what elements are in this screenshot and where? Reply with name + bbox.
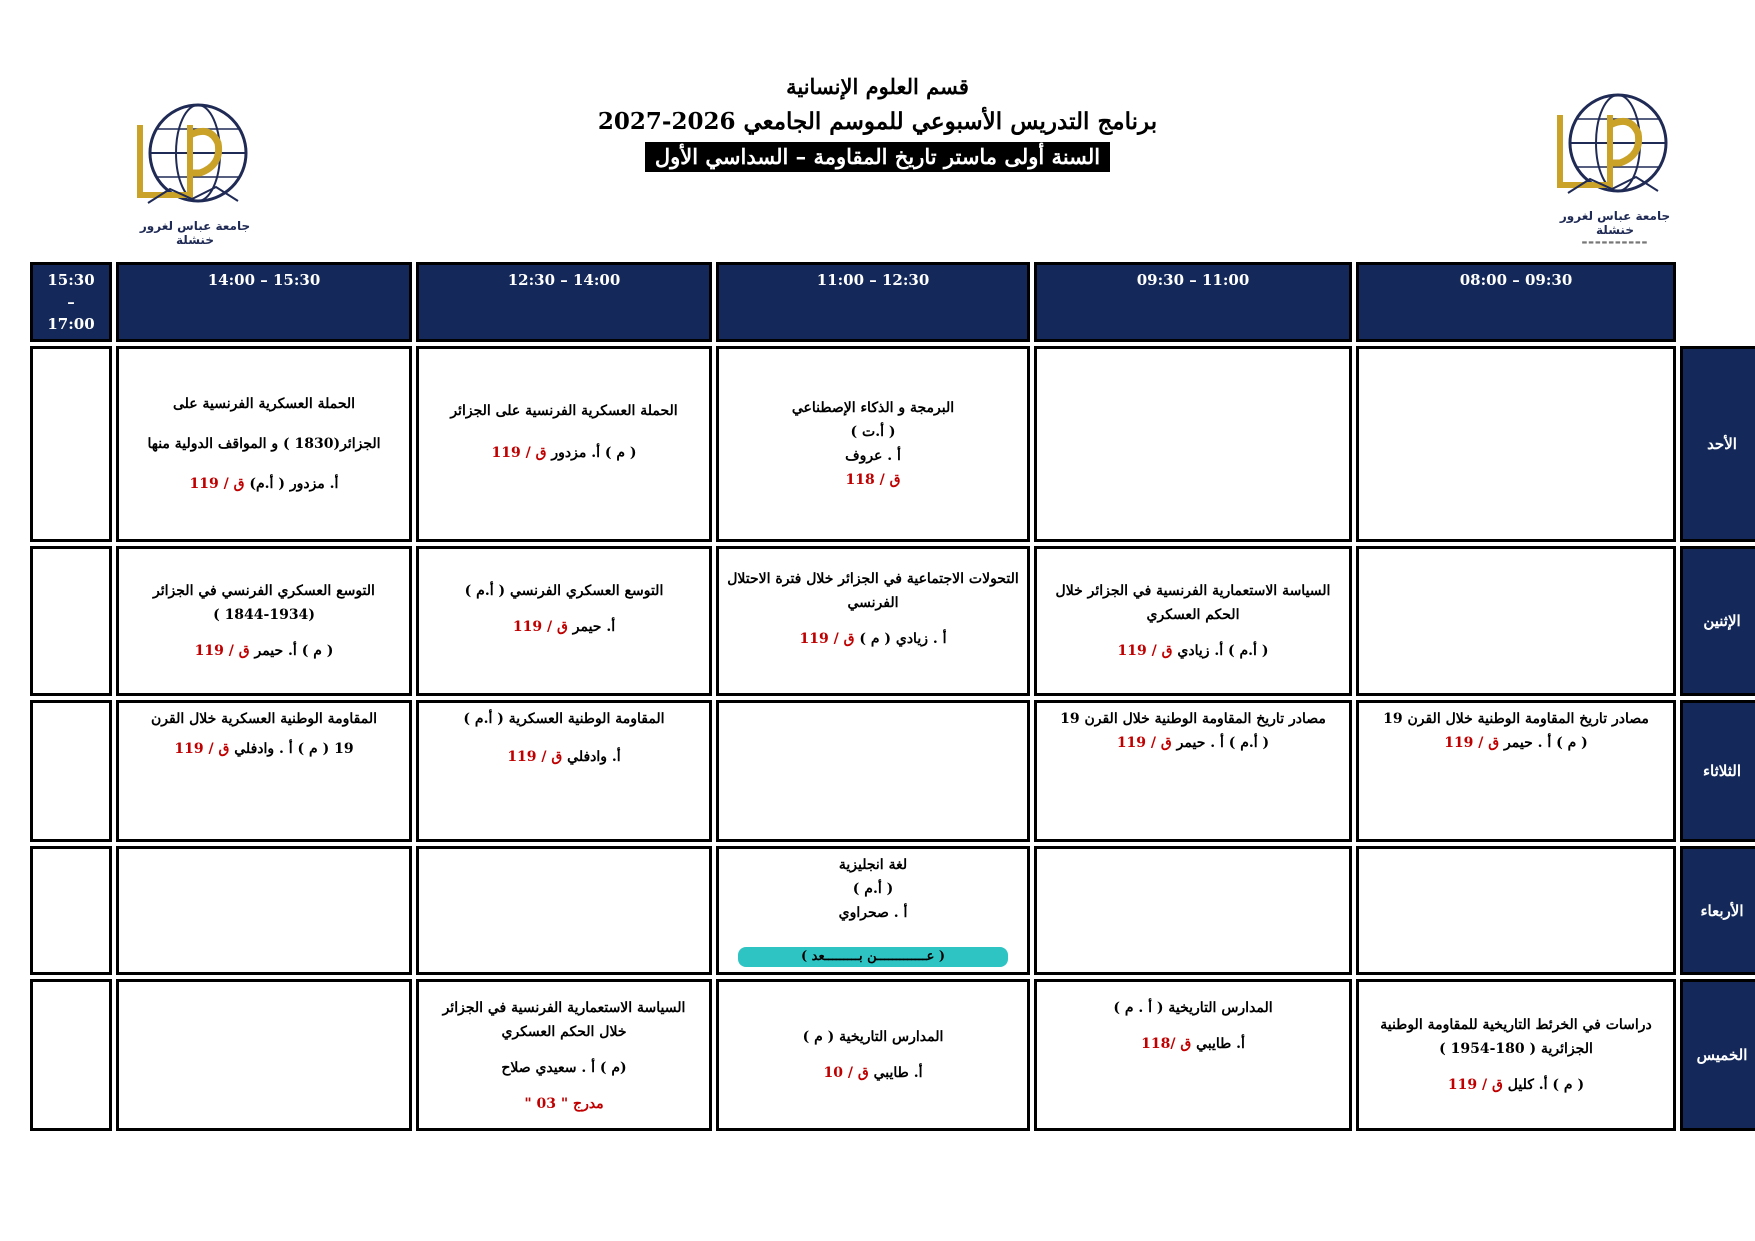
course-teacher: ( م ) أ. كليل xyxy=(1507,1077,1585,1093)
course-title: التوسع العسكري الفرنسي ( أ.م ) xyxy=(464,583,664,599)
course-title: المدارس التاريخية ( م ) xyxy=(802,1029,944,1045)
day-wednesday: الأربعاء xyxy=(1680,846,1755,975)
cell-mon-6 xyxy=(30,546,112,696)
course-room: ق / 119 xyxy=(507,749,563,765)
course-period: (1844-1934 ) xyxy=(213,607,315,623)
course-teacher: أ . زيادي ( م ) xyxy=(859,631,947,647)
day-monday: الإثنين xyxy=(1680,546,1755,696)
course-title: الحملة العسكرية الفرنسية على xyxy=(172,396,356,412)
time-slot-3: 12:30 – 11:00 xyxy=(716,262,1030,342)
row-tuesday xyxy=(30,700,1755,842)
time-slot-1: 09:30 – 08:00 xyxy=(1356,262,1676,342)
day-thursday: الخميس xyxy=(1680,979,1755,1131)
cell-sun-5 xyxy=(116,346,412,542)
cell-wed-4 xyxy=(416,846,712,975)
table-corner xyxy=(1680,262,1755,342)
course-room: ق / 119 xyxy=(799,631,855,647)
course-title: التحولات الاجتماعية في الجزائر خلال فترة الاحتلال الفرنسي xyxy=(727,571,1019,611)
course-type: ( أ.ت ) xyxy=(850,424,896,440)
course-teacher: ( أ.م ) أ. زيادي xyxy=(1177,643,1269,659)
course-title: البرمجة و الذكاء الإصطناعي xyxy=(791,400,955,416)
time-slot-4: 14:00 – 12:30 xyxy=(416,262,712,342)
course-teacher: 19 ( م ) أ . وادفلي xyxy=(234,741,354,757)
course-room: ق / 119 xyxy=(1447,1077,1503,1093)
weekly-schedule-table xyxy=(26,258,1748,1124)
course-teacher: ( م ) أ. حيمر xyxy=(254,643,334,659)
course-teacher: أ . صحراوي xyxy=(838,905,908,921)
course-room: ق / 119 xyxy=(1444,735,1500,751)
cell-tue-4 xyxy=(416,700,712,842)
level-banner: السنة أولى ماستر تاريخ المقاومة – السداسي الأول xyxy=(645,142,1110,172)
course-room: ق / 119 xyxy=(174,741,230,757)
time-slot-5: 15:30 – 14:00 xyxy=(116,262,412,342)
course-room: ق / 119 xyxy=(1116,735,1172,751)
cell-wed-6 xyxy=(30,846,112,975)
course-title: لغة انجليزية xyxy=(838,857,908,873)
cell-sun-4 xyxy=(416,346,712,542)
course-room: ق /118 xyxy=(1141,1036,1192,1052)
course-teacher: أ. طايبي xyxy=(1196,1036,1245,1052)
cell-wed-2 xyxy=(1034,846,1352,975)
course-title: التوسع العسكري الفرنسي في الجزائر xyxy=(153,583,375,599)
course-title: السياسة الاستعمارية الفرنسية في الجزائر خلال الحكم العسكري xyxy=(1055,583,1331,623)
cell-tue-1 xyxy=(1356,700,1676,842)
university-logo-left xyxy=(120,95,270,255)
course-room: ق / 119 xyxy=(491,445,547,461)
cell-thu-6 xyxy=(30,979,112,1131)
course-title: المقاومة الوطنية العسكرية خلال القرن xyxy=(150,711,378,727)
cell-tue-2 xyxy=(1034,700,1352,842)
course-title: الحملة العسكرية الفرنسية على الجزائر xyxy=(450,403,678,419)
course-room: ق / 119 xyxy=(194,643,250,659)
cell-tue-6 xyxy=(30,700,112,842)
course-title: مصادر تاريخ المقاومة الوطنية خلال القرن 19 xyxy=(1383,711,1649,727)
course-room: مدرج " 03 " xyxy=(524,1096,604,1112)
course-teacher: ( م ) أ. مزدور xyxy=(551,445,637,461)
row-wednesday xyxy=(30,846,1755,975)
cell-sun-3 xyxy=(716,346,1030,542)
course-room: ق / 118 xyxy=(845,472,901,488)
logo-right-subtext: ▬▬▬▬▬▬▬▬▬▬ xyxy=(1581,239,1649,246)
cell-tue-5 xyxy=(116,700,412,842)
course-room: ق / 119 xyxy=(512,619,568,635)
row-thursday xyxy=(30,979,1755,1131)
course-teacher: ( م ) أ . حيمر xyxy=(1504,735,1588,751)
cell-tue-3 xyxy=(716,700,1030,842)
course-teacher: أ. مزدور ( أ.م) xyxy=(249,476,339,492)
department-title: قسم العلوم الإنسانية xyxy=(786,74,969,99)
cell-wed-3 xyxy=(716,846,1030,975)
course-teacher: ( أ.م ) أ . حيمر xyxy=(1176,735,1270,751)
cell-wed-5 xyxy=(116,846,412,975)
course-teacher: أ. حيمر xyxy=(572,619,616,635)
course-teacher: أ. وادفلي xyxy=(567,749,621,765)
cell-thu-3 xyxy=(716,979,1030,1131)
course-room: ق / 119 xyxy=(1117,643,1173,659)
course-title-cont: الجزائر(1830 ) و المواقف الدولية منها xyxy=(147,436,381,452)
cell-thu-4 xyxy=(416,979,712,1131)
cell-sun-1 xyxy=(1356,346,1676,542)
course-room: ق / 10 xyxy=(823,1065,869,1081)
cell-sun-2 xyxy=(1034,346,1352,542)
day-tuesday: الثلاثاء xyxy=(1680,700,1755,842)
cell-wed-1 xyxy=(1356,846,1676,975)
course-title: المقاومة الوطنية العسكرية ( أ.م ) xyxy=(463,711,665,727)
cell-thu-2 xyxy=(1034,979,1352,1131)
course-title: مصادر تاريخ المقاومة الوطنية خلال القرن 19 xyxy=(1060,711,1326,727)
globe-book-icon xyxy=(130,95,260,215)
logo-left-text: جامعة عباس لغرور خنشلة xyxy=(139,219,251,247)
university-logo-right xyxy=(1540,85,1690,245)
course-title: السياسة الاستعمارية الفرنسية في الجزائر خلال الحكم العسكري xyxy=(442,1000,686,1040)
cell-mon-5 xyxy=(116,546,412,696)
course-teacher: أ . عروف xyxy=(845,448,901,464)
cell-mon-2 xyxy=(1034,546,1352,696)
cell-mon-4 xyxy=(416,546,712,696)
cell-thu-1 xyxy=(1356,979,1676,1131)
cell-thu-5 xyxy=(116,979,412,1131)
time-slot-2: 11:00 – 09:30 xyxy=(1034,262,1352,342)
cell-sun-6 xyxy=(30,346,112,542)
cell-mon-1 xyxy=(1356,546,1676,696)
globe-book-icon xyxy=(1550,85,1680,205)
logo-right-text: جامعة عباس لغرور خنشلة xyxy=(1559,209,1671,237)
course-title: دراسات في الخرئط التاريخية للمقاومة الوطنية الجزائرية ( 180-1954 ) xyxy=(1380,1017,1652,1057)
course-type: ( أ.م ) xyxy=(852,881,894,897)
program-title: برنامج التدريس الأسبوعي للموسم الجامعي 2026-2027 xyxy=(597,108,1158,135)
row-sunday xyxy=(30,346,1755,542)
day-sunday: الأحد xyxy=(1680,346,1755,542)
row-monday xyxy=(30,546,1755,696)
time-slot-6: 15:30 – 17:00 xyxy=(30,262,112,342)
cell-mon-3 xyxy=(716,546,1030,696)
course-teacher: (م ) أ . سعيدي صلاح xyxy=(501,1060,627,1076)
remote-badge: ( عـــــــــــــن بـــــــــعد ) xyxy=(738,947,1008,967)
course-room: ق / 119 xyxy=(189,476,245,492)
course-teacher: أ. طايبي xyxy=(873,1065,923,1081)
course-title: المدارس التاريخية ( أ . م ) xyxy=(1113,1000,1273,1016)
